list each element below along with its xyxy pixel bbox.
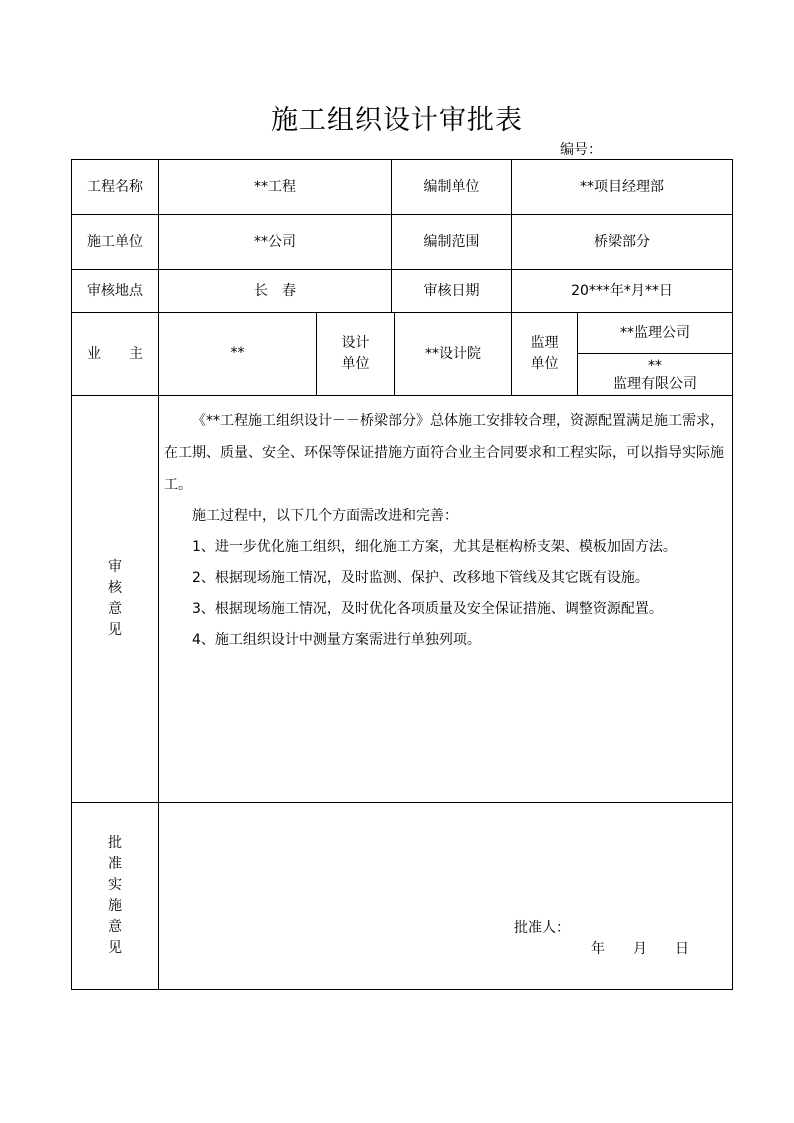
review-paragraph-1: 《**工程施工组织设计－－桥梁部分》总体施工安排较合理，资源配置满足施工需求，在工期、质量、安全、环保等保证措施方面符合业主合同要求和工程实际，可以指导实际施工。	[164, 413, 724, 493]
approval-date-line: 年 月 日	[591, 941, 689, 957]
approval-opinion-label	[72, 803, 158, 989]
form-title: 施工组织设计审批表	[271, 105, 523, 136]
compiler-value: **项目经理部	[580, 179, 664, 195]
scope-value: 桥梁部分	[594, 234, 650, 250]
row-divider	[72, 802, 732, 803]
approval-label-char: 批	[108, 835, 122, 851]
supervision-value-2-line2: 监理有限公司	[613, 375, 697, 392]
scope-label: 编制范围	[423, 234, 480, 250]
review-paragraph-2: 施工过程中，以下几个方面需改进和完善：	[192, 508, 458, 524]
approval-label-char: 施	[108, 898, 122, 914]
project-name-label: 工程名称	[87, 179, 143, 195]
review-opinion-text	[164, 405, 730, 656]
approval-label-char: 实	[108, 877, 122, 893]
construction-unit-label: 施工单位	[87, 234, 143, 250]
design-unit-label: 设计 单位	[341, 335, 370, 372]
supervision-value-2	[578, 354, 732, 395]
supervision-value-2-line1: **	[648, 357, 662, 374]
review-item: 2、根据现场施工情况，及时监测、保护、改移地下管线及其它既有设施。	[192, 570, 649, 586]
approval-label-char: 准	[108, 856, 122, 872]
design-unit-value: **设计院	[425, 346, 481, 362]
review-label-char: 见	[108, 622, 122, 638]
review-date-value: 20***年*月**日	[571, 283, 673, 299]
review-date-label: 审核日期	[423, 283, 480, 299]
compiler-label: 编制单位	[423, 179, 480, 195]
approver-label: 批准人：	[514, 920, 570, 936]
review-item: 4、施工组织设计中测量方案需进行单独列项。	[192, 632, 481, 648]
review-label-char: 核	[108, 580, 122, 596]
review-place-value: 长 春	[254, 283, 296, 299]
owner-value: **	[230, 344, 245, 361]
review-opinion-label	[72, 396, 158, 802]
supervision-unit-label: 监理 单位	[530, 335, 559, 372]
review-item: 1、进一步优化施工组织，细化施工方案，尤其是框构桥支架、模板加固方法。	[192, 539, 677, 555]
approval-label-char: 意	[108, 919, 122, 935]
approval-label-char: 见	[108, 940, 122, 956]
project-name-value: **工程	[254, 179, 296, 195]
review-label-char: 意	[108, 601, 122, 617]
serial-number-label: 编号：	[560, 142, 602, 158]
review-label-char: 审	[108, 559, 122, 575]
owner-label: 业 主	[87, 346, 143, 362]
row-divider	[72, 395, 732, 396]
construction-unit-value: **公司	[254, 234, 296, 250]
review-item: 3、根据现场施工情况，及时优化各项质量及安全保证措施、调整资源配置。	[192, 601, 663, 617]
supervision-value-1: **监理公司	[620, 325, 690, 341]
review-place-label: 审核地点	[87, 283, 143, 299]
